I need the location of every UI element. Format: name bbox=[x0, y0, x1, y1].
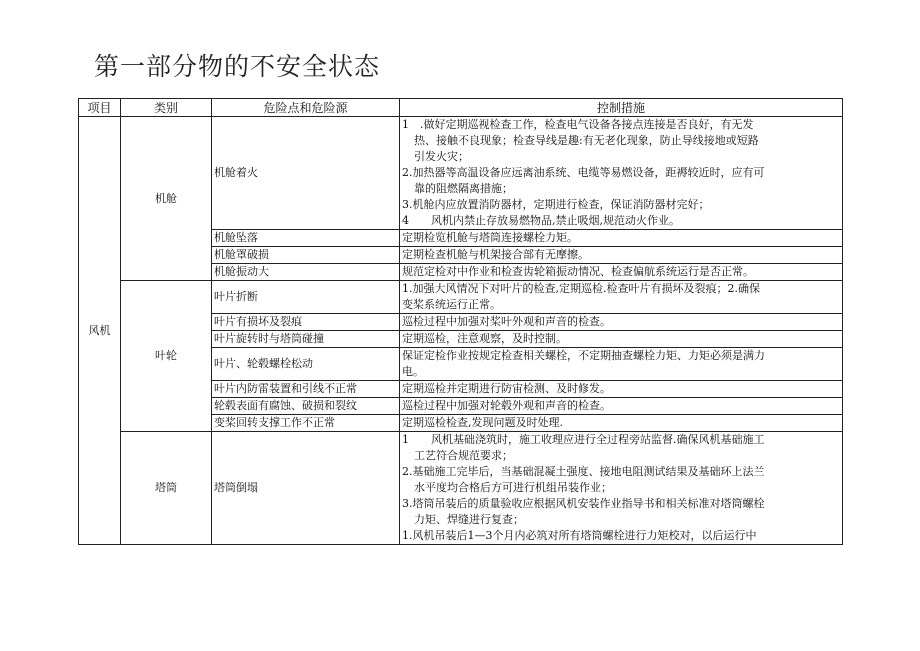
control-cell: 规范定检对中作业和检查齿轮箱振动情况、检查偏航系统运行是否正常。 bbox=[400, 264, 843, 281]
control-line: 3.塔筒吊装后的质量验收应根据风机安装作业指导书和相关标准对塔筒螺栓 bbox=[402, 497, 765, 510]
control-line: 热、接触不良现象；检查导线是趣:有无老化现象，防止导线接地或短路 bbox=[414, 134, 759, 147]
header-category: 类别 bbox=[121, 99, 212, 117]
hazard-cell: 机舱着火 bbox=[212, 117, 400, 230]
control-cell bbox=[400, 348, 843, 381]
hazard-cell: 叶片有损坏及裂痕 bbox=[212, 314, 400, 331]
control-cell: 定期巡检，注意观察，及时控制。 bbox=[400, 331, 843, 348]
category-cell: 机舱 bbox=[121, 117, 212, 281]
control-line: 水平度均合格后方可进行机组吊装作业； bbox=[414, 481, 612, 494]
control-cell: 巡检过程中加强对轮毂外观和声音的检查。 bbox=[400, 398, 843, 415]
control-line: 引发火灾； bbox=[414, 150, 469, 163]
table-row bbox=[79, 432, 843, 545]
control-line: 4 风机内禁止存放易燃物品,禁止吸烟,规范动火作业。 bbox=[402, 214, 680, 227]
control-cell: 定期巡检检查,发现问题及时处理. bbox=[400, 415, 843, 432]
control-line: 工艺符合规范要求； bbox=[414, 449, 513, 462]
table-header-row bbox=[79, 99, 843, 117]
table-row bbox=[79, 117, 843, 230]
control-line: 变桨系统运行正常。 bbox=[402, 298, 501, 311]
hazard-cell: 塔筒倒塌 bbox=[212, 432, 400, 545]
control-line: 2.基础施工完毕后，当基础混凝土强度、接地电阻测试结果及基础环上法兰 bbox=[402, 465, 765, 478]
control-line: 电。 bbox=[402, 365, 424, 378]
control-line: 3.机舱内应放置消防器材，定期进行检查，保证消防器材完好； bbox=[402, 198, 710, 211]
project-cell: 风机 bbox=[79, 117, 121, 545]
header-project: 项目 bbox=[79, 99, 121, 117]
control-cell bbox=[400, 117, 843, 230]
control-cell bbox=[400, 432, 843, 545]
hazard-cell: 机舱罩破损 bbox=[212, 247, 400, 264]
header-control: 控制措施 bbox=[400, 99, 843, 117]
control-line: 力矩、焊缝进行复查； bbox=[414, 513, 524, 526]
control-cell bbox=[400, 281, 843, 314]
control-cell: 定期检查机舱与机架接合部有无摩擦。 bbox=[400, 247, 843, 264]
hazard-cell: 轮毂表面有腐蚀、破损和裂纹 bbox=[212, 398, 400, 415]
hazard-cell: 叶片、轮毂螺栓松动 bbox=[212, 348, 400, 381]
category-cell: 塔筒 bbox=[121, 432, 212, 545]
control-line: 1.风机吊装后1—3个月内必筑对所有塔筒螺栓进行力矩校对，以后运行中 bbox=[402, 529, 757, 542]
category-cell: 叶轮 bbox=[121, 281, 212, 432]
control-cell: 定期检览机舱与塔筒连接螺栓力矩。 bbox=[400, 230, 843, 247]
control-line: 1 .做好定期巡视检查工作，检查电气设备各接点连接是否良好，有无发 bbox=[402, 118, 754, 131]
control-line: 2.加热器等高温设备应远离油系统、电缆等易燃设备，距褥较近时，应有可 bbox=[402, 166, 765, 179]
hazard-cell: 叶片内防雷装置和引线不正常 bbox=[212, 381, 400, 398]
hazard-cell: 叶片折断 bbox=[212, 281, 400, 314]
control-line: 保证定检作业按规定检查相关螺栓，不定期抽查螺栓力矩、力矩必须是满力 bbox=[402, 349, 765, 362]
page-title: 第一部分物的不安全状态 bbox=[94, 52, 381, 81]
control-line: 靠的阻燃隔离措施； bbox=[414, 182, 513, 195]
control-cell: 巡检过程中加强对桨叶外观和声音的检查。 bbox=[400, 314, 843, 331]
hazard-cell: 机舱振动大 bbox=[212, 264, 400, 281]
hazard-cell: 机舱坠落 bbox=[212, 230, 400, 247]
header-hazard: 危险点和危险源 bbox=[212, 99, 400, 117]
control-cell: 定期巡检并定期进行防宙检测、及时修发。 bbox=[400, 381, 843, 398]
risk-table bbox=[78, 98, 843, 545]
control-line: 1 风机基础浇筑时，施工收理应进行全过程旁站监督.确保风机基础施工 bbox=[402, 433, 765, 446]
control-line: 1.加强大风情况下对叶片的检查,定期巡检.检查叶片有损坏及裂痕；2.确保 bbox=[402, 282, 760, 295]
table-row bbox=[79, 281, 843, 314]
hazard-cell: 叶片旋转时与塔筒碰撞 bbox=[212, 331, 400, 348]
hazard-cell: 变桨回转支撑工作不正常 bbox=[212, 415, 400, 432]
